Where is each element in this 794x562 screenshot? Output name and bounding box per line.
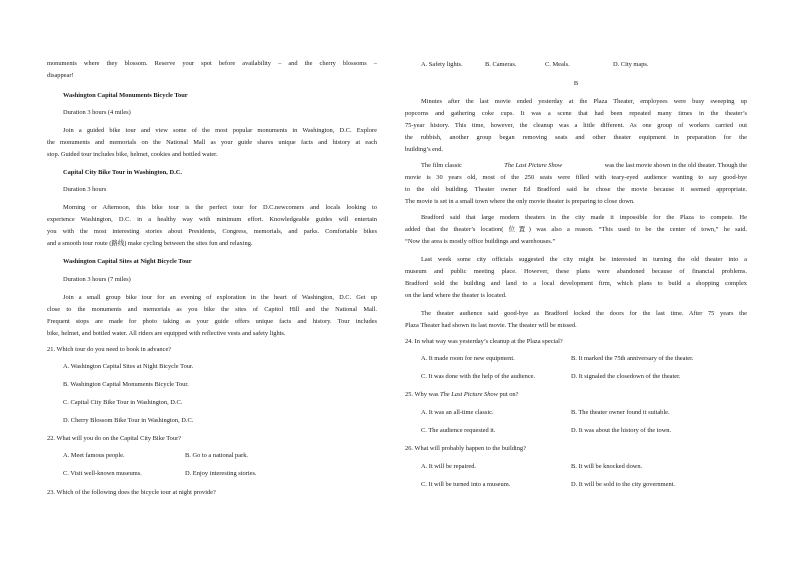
- question-24: 24. In what way was yesterday’s cleanup at the Plaza special?: [405, 338, 563, 345]
- question-22: 22. What will you do on the Capital City Bike Tour?: [47, 435, 182, 442]
- option-26-b: B. It will be knocked down.: [571, 463, 643, 470]
- tour-title-night: Washington Capital Sites at Night Bicycle Tour: [63, 258, 192, 265]
- option-21-d: D. Cherry Blossom Bike Tour in Washington, D.C.: [63, 417, 194, 424]
- text-line: added that the theater’s location( 位置) was also a reason. “This used to be the center of town,” he said.: [405, 226, 747, 233]
- option-25-a: A. It was an all-time classic.: [421, 409, 494, 416]
- text-line: Last week some city officials suggested the city might be interested in turning the old theater into a: [421, 256, 747, 263]
- text-line: the monuments and memorials on the National Mall as your guide shares unique facts and history at each: [47, 139, 377, 146]
- text-line: “Now the area is mostly office buildings and warehouses.”: [405, 238, 556, 245]
- option-23-c: C. Meals.: [545, 61, 570, 68]
- text-line: Join a small group bike tour for an evening of exploration in the heart of Washington, D.C. Get up: [63, 294, 377, 301]
- text-line: bike, helmet, and bottled water. All riders are equipped with reflective vests and safety lights.: [47, 330, 286, 337]
- question-21: 21. Which tour do you need to book in advance?: [47, 346, 172, 353]
- section-heading: B: [573, 80, 579, 87]
- option-25-b: B. The theater owner found it suitable.: [571, 409, 670, 416]
- text-span: The film classic: [421, 162, 462, 169]
- option-26-c: C. It will be turned into a museum.: [421, 481, 511, 488]
- text-line: building’s end.: [405, 146, 443, 153]
- text-span: 25. Why was: [405, 391, 439, 398]
- film-title: The Last Picture Show: [440, 391, 498, 398]
- option-22-b: B. Go to a national park.: [185, 452, 249, 459]
- text-line: movie is 30 years old, most of the 250 seats were filled with teary-eyed audience wanting to say good-bye: [405, 174, 747, 181]
- tour-title-monuments: Washington Capital Monuments Bicycle Tour: [63, 92, 188, 99]
- text-line: Bradford said that large modern theaters in the city made it impossible for the Plaza to compete. He: [421, 214, 747, 221]
- text-span: was the last movie shown in the old theater. Though the: [604, 162, 747, 169]
- question-25: [405, 391, 518, 399]
- option-25-c: C. The audience requested it.: [421, 427, 496, 434]
- text-line: on the land where the theater is located.: [405, 292, 507, 299]
- text-line: [421, 162, 747, 170]
- text-line: you with the most interesting stories about Presidents, Congress, memorials, and parks. Comfortable bikes: [47, 228, 377, 235]
- text-line: popcorns and gathering coke cups. It was a scene that had been repeated many times in the theater’s: [405, 110, 747, 117]
- text-line: stop. Guided tour includes bike, helmet, cookies and bottled water.: [47, 151, 218, 158]
- text-line: to the old building. Theater owner Ed Bradford said he chose the movie because it seemed appropriate.: [405, 186, 747, 193]
- question-23: 23. Which of the following does the bicycle tour at night provide?: [47, 489, 216, 496]
- option-21-c: C. Capital City Bike Tour in Washington, D.C.: [63, 399, 183, 406]
- option-22-a: A. Meet famous people.: [63, 452, 125, 459]
- text-span: put on?: [499, 391, 519, 398]
- option-22-c: C. Visit well-known museums.: [63, 470, 142, 477]
- text-line: The movie is set in a small town where the only movie theater is preparing to close down.: [405, 198, 635, 205]
- text-line: Morning or Afternoon, this bike tour is the perfect tour for D.C.newcomers and locals looking to: [63, 204, 377, 211]
- text-line: Plaza Theater had shown its last movie. The theater will be missed.: [405, 322, 577, 329]
- text-line: Bradford sold the building and land to a local development firm, which plans to build a shopping complex: [405, 280, 747, 287]
- option-26-a: A. It will be repaired.: [421, 463, 477, 470]
- option-24-b: B. It marked the 75th anniversary of the theater.: [571, 355, 694, 362]
- text-line: Join a guided bike tour and view some of the most popular monuments in Washington, D.C. Explore: [63, 127, 377, 134]
- option-24-d: D. It signaled the closedown of the theater.: [571, 373, 681, 380]
- option-22-d: D. Enjoy interesting stories.: [185, 470, 257, 477]
- option-23-d: D. City maps.: [613, 61, 649, 68]
- option-24-a: A. It made room for new equipment.: [421, 355, 515, 362]
- text-line: experience Washington, D.C. in a healthy way with minimum effort. Knowledgeable guides will entertain: [47, 216, 377, 223]
- option-25-d: D. It was about the history of the town.: [571, 427, 672, 434]
- text-line: Minutes after the last movie ended yesterday at the Plaza Theater, employees were busy sweeping up: [421, 98, 747, 105]
- text-line: Frequent stops are made for photo taking as your guide offers unique facts and history. Tour includes: [47, 318, 377, 325]
- option-23-b: B. Cameras.: [485, 61, 517, 68]
- text-line: close to the monuments and memorials as you bike the sites of Capitol Hill and the National Mall.: [47, 306, 377, 313]
- tour-title-capital-city: Capital City Bike Tour in Washington, D.C.: [63, 169, 182, 176]
- text-line: 75-year history. This time, however, the cleanup was a little different. As one group of workers carried out: [405, 122, 747, 129]
- text-line: and a smooth tour route (路线) make cycling between the sites fun and relaxing.: [47, 240, 253, 247]
- text-line: The theater audience said good-bye as Bradford locked the doors for the last time. After 75 years the: [421, 310, 747, 317]
- option-24-c: C. It was done with the help of the audience.: [421, 373, 536, 380]
- text-line: disappear!: [47, 72, 74, 79]
- option-21-b: B. Washington Capital Monuments Bicycle Tour.: [63, 381, 189, 388]
- tour-duration: Duration 3 hours: [63, 186, 107, 193]
- film-title: The Last Picture Show: [504, 162, 563, 169]
- text-line: monuments where they blossom. Reserve your spot before availability – and the cherry blossoms –: [47, 60, 377, 67]
- text-line: museum and public meeting place. However, these plans were abandoned because of financial problems.: [405, 268, 747, 275]
- tour-duration: Duration 3 hours (4 miles): [63, 109, 131, 116]
- question-26: 26. What will probably happen to the building?: [405, 445, 526, 452]
- option-26-d: D. It will be sold to the city government.: [571, 481, 676, 488]
- option-23-a: A. Safety lights.: [421, 61, 463, 68]
- tour-duration: Duration 3 hours (7 miles): [63, 276, 131, 283]
- option-21-a: A. Washington Capital Sites at Night Bicycle Tour.: [63, 363, 194, 370]
- text-line: the rubbish, another group began removing seats and other theater equipment in preparation for the: [405, 134, 747, 141]
